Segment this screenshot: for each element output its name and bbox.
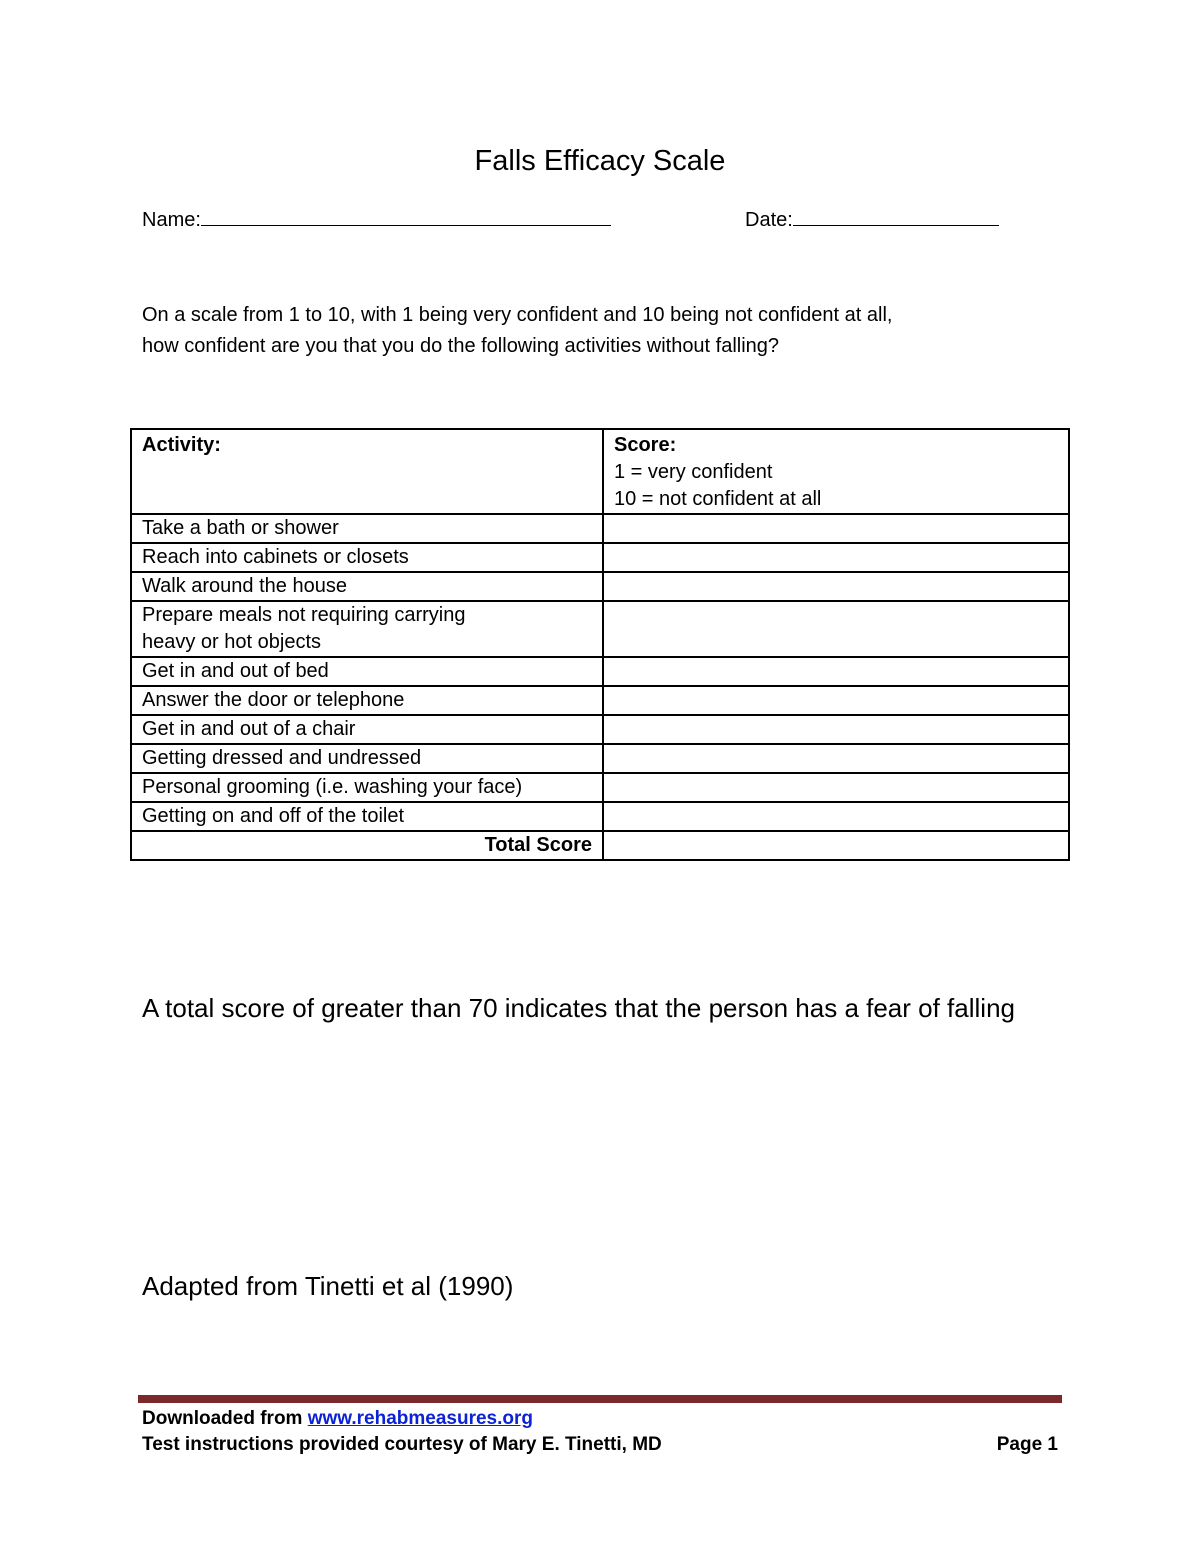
rehabmeasures-link[interactable]: www.rehabmeasures.org	[307, 1408, 533, 1429]
name-label: Name:	[142, 209, 201, 231]
table-row	[131, 572, 1069, 601]
activity-cell: Personal grooming (i.e. washing your face)	[131, 773, 603, 802]
footer-courtesy: Test instructions provided courtesy of Mary E. Tinetti, MD	[142, 1434, 662, 1455]
table-row	[131, 657, 1069, 686]
score-cell[interactable]	[603, 802, 1069, 831]
table-row	[131, 802, 1069, 831]
score-cell[interactable]	[603, 715, 1069, 744]
activity-cell: Take a bath or shower	[131, 514, 603, 543]
table-row	[131, 744, 1069, 773]
total-score-cell[interactable]	[603, 831, 1069, 860]
total-score-label: Total Score	[131, 831, 603, 860]
page-number: Page 1	[996, 1434, 1058, 1455]
activity-cell: Answer the door or telephone	[131, 686, 603, 715]
attribution: Adapted from Tinetti et al (1990)	[142, 1271, 514, 1301]
score-cell[interactable]	[603, 572, 1069, 601]
score-cell[interactable]	[603, 686, 1069, 715]
activity-cell: Reach into cabinets or closets	[131, 543, 603, 572]
total-score-row	[131, 831, 1069, 860]
table-row	[131, 773, 1069, 802]
score-cell[interactable]	[603, 514, 1069, 543]
document-title: Falls Efficacy Scale	[474, 145, 726, 177]
instructions-line-1: On a scale from 1 to 10, with 1 being very confident and 10 being not confident at all,	[142, 304, 893, 326]
activity-cell: Walk around the house	[131, 572, 603, 601]
interpretation-note: A total score of greater than 70 indicates that the person has a fear of falling	[142, 993, 1015, 1023]
footer-divider	[138, 1395, 1062, 1403]
score-cell[interactable]	[603, 601, 1069, 657]
table-header-row	[131, 429, 1069, 514]
activity-cell-line-2: heavy or hot objects	[142, 631, 321, 653]
table-row	[131, 715, 1069, 744]
score-legend-high: 10 = not confident at all	[614, 488, 822, 510]
activity-cell: Getting on and off of the toilet	[131, 802, 603, 831]
score-header: Score:	[614, 434, 677, 456]
date-blank-line[interactable]	[793, 205, 999, 226]
score-header-cell	[603, 429, 1069, 514]
table-row	[131, 686, 1069, 715]
name-field[interactable]	[142, 205, 611, 232]
score-cell[interactable]	[603, 543, 1069, 572]
footer-download-prefix: Downloaded from	[142, 1408, 308, 1429]
activity-header: Activity:	[142, 434, 221, 456]
name-blank-line[interactable]	[201, 205, 611, 226]
instructions-line-2: how confident are you that you do the following activities without falling?	[142, 335, 780, 357]
instructions	[142, 300, 1062, 362]
score-legend-low: 1 = very confident	[614, 461, 773, 483]
date-label: Date:	[745, 209, 793, 231]
activity-header-cell	[131, 429, 603, 514]
score-cell[interactable]	[603, 744, 1069, 773]
activity-cell: Get in and out of bed	[131, 657, 603, 686]
table-row	[131, 514, 1069, 543]
table-row	[131, 543, 1069, 572]
footer-download-line	[142, 1407, 1058, 1431]
table-row	[131, 601, 1069, 657]
activity-cell: Getting dressed and undressed	[131, 744, 603, 773]
score-cell[interactable]	[603, 773, 1069, 802]
activity-score-table	[130, 428, 1070, 861]
activity-cell	[131, 601, 603, 657]
date-field[interactable]	[745, 205, 999, 232]
activity-cell-line-1: Prepare meals not requiring carrying	[142, 604, 466, 626]
activity-cell: Get in and out of a chair	[131, 715, 603, 744]
footer-courtesy-line	[142, 1433, 1058, 1457]
score-cell[interactable]	[603, 657, 1069, 686]
